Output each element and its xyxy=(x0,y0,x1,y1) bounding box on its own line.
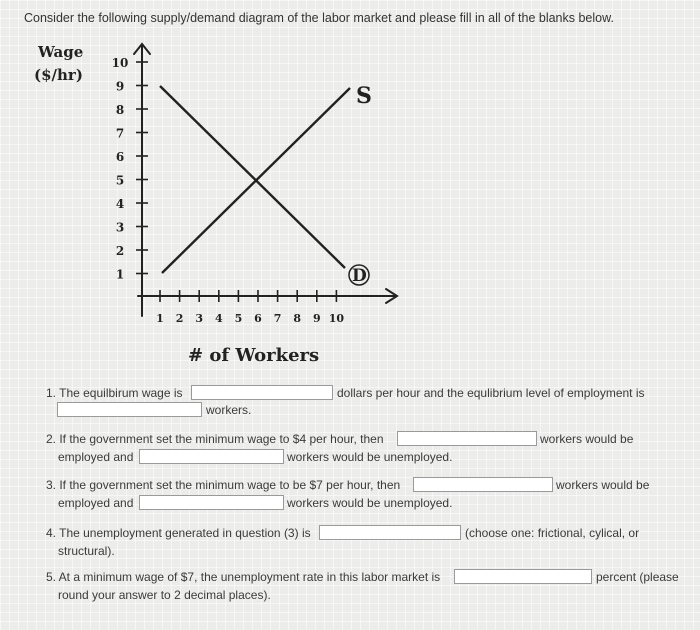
q2-text-end: workers would be unemployed. xyxy=(287,450,453,464)
x-tick-label: 9 xyxy=(312,312,321,325)
y-tick-label: 9 xyxy=(115,79,125,94)
q2-unemployed-input[interactable] xyxy=(139,449,284,464)
y-tick-label: 2 xyxy=(115,244,125,258)
q3-employed-input[interactable] xyxy=(413,477,553,492)
x-axis-label: # of Workers xyxy=(188,345,320,366)
q2-employed-input[interactable] xyxy=(397,431,537,446)
x-tick-label: 5 xyxy=(234,312,243,325)
q2-text-start: 2. If the government set the minimum wage to $4 per hour, then xyxy=(46,432,384,446)
y-tick-label: 10 xyxy=(111,56,129,70)
q5-text-middle: percent (please xyxy=(596,570,679,584)
demand-curve xyxy=(160,86,345,268)
demand-label: D xyxy=(352,266,367,286)
instructions: Consider the following supply/demand diagram of the labor market and please fill in all of the blanks below. xyxy=(24,11,614,25)
x-tick-label: 4 xyxy=(214,312,223,325)
q3-text-start: 3. If the government set the minimum wage to be $7 per hour, then xyxy=(46,478,401,492)
y-tick-label: 6 xyxy=(115,150,125,164)
y-tick-label: 7 xyxy=(115,126,125,141)
q4-text-middle: (choose one: frictional, cylical, or xyxy=(465,526,640,540)
q5-text-end: round your answer to 2 decimal places). xyxy=(58,588,271,602)
y-axis-label-line1: Wage xyxy=(38,43,84,61)
q1-text-middle: dollars per hour and the equlibrium level of employment is xyxy=(337,386,645,400)
q3-unemployed-input[interactable] xyxy=(139,495,284,510)
x-tick-label: 8 xyxy=(293,312,302,325)
q2-text-middle: workers would be xyxy=(540,432,634,446)
q4-unemployment-type-input[interactable] xyxy=(319,525,461,540)
q4-text-start: 4. The unemployment generated in question (3) is xyxy=(46,526,311,540)
y-axis-label-line2: ($/hr) xyxy=(34,66,83,84)
q5-unemployment-rate-input[interactable] xyxy=(454,569,592,584)
y-tick-label: 1 xyxy=(115,267,125,282)
q3-text-middle: workers would be xyxy=(556,478,650,492)
q1-wage-input[interactable] xyxy=(191,385,333,400)
x-tick-label: 1 xyxy=(156,312,164,325)
q4-text-end: structural). xyxy=(58,544,115,558)
x-tick-label: 10 xyxy=(328,312,345,325)
q1-text-end: workers. xyxy=(206,403,252,417)
x-tick-label: 6 xyxy=(254,312,262,325)
x-tick-label: 3 xyxy=(195,312,204,325)
q3-text-employed: employed and xyxy=(58,496,134,510)
y-tick-label: 4 xyxy=(115,197,125,211)
y-tick-label: 5 xyxy=(115,173,125,188)
y-tick-label: 8 xyxy=(115,103,125,117)
q1-text-start: 1. The equilbirum wage is xyxy=(46,386,183,400)
x-tick-label: 2 xyxy=(175,312,184,325)
y-tick-label: 3 xyxy=(115,220,125,235)
q3-text-end: workers would be unemployed. xyxy=(287,496,453,510)
q2-text-employed: employed and xyxy=(58,450,134,464)
x-tick-label: 7 xyxy=(273,312,282,325)
q1-employment-input[interactable] xyxy=(57,402,202,417)
q5-text-start: 5. At a minimum wage of $7, the unemployment rate in this labor market is xyxy=(46,570,441,584)
supply-label: S xyxy=(356,83,372,109)
